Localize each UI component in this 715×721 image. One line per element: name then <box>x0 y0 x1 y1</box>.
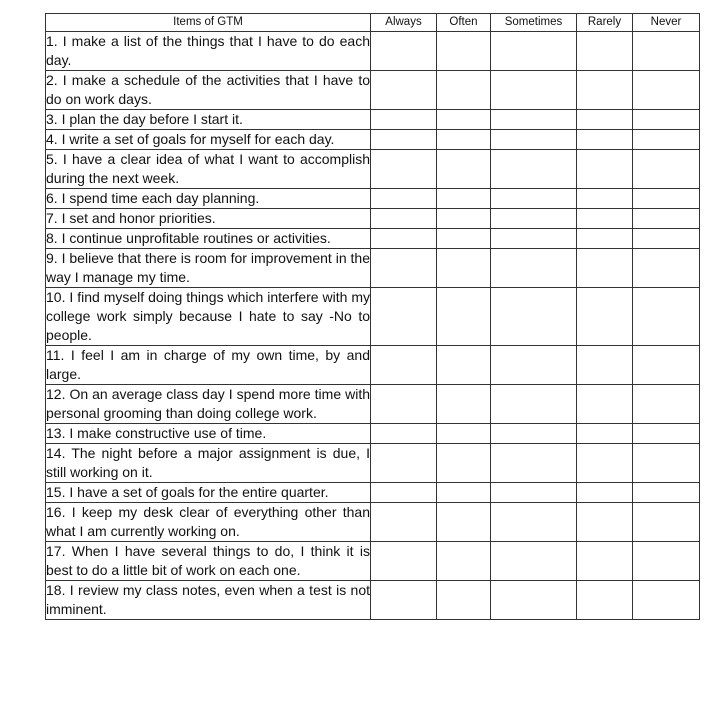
response-cell-always[interactable] <box>371 150 437 189</box>
table-row <box>46 130 700 150</box>
item-text: 10. I find myself doing things which interfere with my college work simply because I hate to say -No to people. <box>46 288 371 346</box>
response-cell-rarely[interactable] <box>577 503 633 542</box>
response-cell-rarely[interactable] <box>577 444 633 483</box>
table-row <box>46 189 700 209</box>
item-text: 4. I write a set of goals for myself for each day. <box>46 130 371 150</box>
response-cell-always[interactable] <box>371 130 437 150</box>
item-text: 17. When I have several things to do, I think it is best to do a little bit of work on each one. <box>46 542 371 581</box>
response-cell-rarely[interactable] <box>577 130 633 150</box>
response-cell-sometimes[interactable] <box>491 346 577 385</box>
response-cell-often[interactable] <box>437 130 491 150</box>
item-text: 18. I review my class notes, even when a test is not imminent. <box>46 581 371 620</box>
table-row <box>46 346 700 385</box>
response-cell-often[interactable] <box>437 229 491 249</box>
response-cell-never[interactable] <box>633 424 700 444</box>
table-row <box>46 288 700 346</box>
response-cell-never[interactable] <box>633 229 700 249</box>
response-cell-sometimes[interactable] <box>491 110 577 130</box>
response-cell-never[interactable] <box>633 249 700 288</box>
table-row <box>46 110 700 130</box>
header-rarely: Rarely <box>577 14 633 32</box>
response-cell-sometimes[interactable] <box>491 581 577 620</box>
response-cell-always[interactable] <box>371 110 437 130</box>
header-row <box>46 14 700 32</box>
response-cell-sometimes[interactable] <box>491 71 577 110</box>
table-row <box>46 424 700 444</box>
response-cell-always[interactable] <box>371 483 437 503</box>
header-sometimes: Sometimes <box>491 14 577 32</box>
response-cell-sometimes[interactable] <box>491 424 577 444</box>
response-cell-often[interactable] <box>437 71 491 110</box>
table-row <box>46 150 700 189</box>
response-cell-sometimes[interactable] <box>491 229 577 249</box>
response-cell-always[interactable] <box>371 542 437 581</box>
response-cell-often[interactable] <box>437 32 491 71</box>
response-cell-never[interactable] <box>633 346 700 385</box>
response-cell-never[interactable] <box>633 130 700 150</box>
response-cell-always[interactable] <box>371 581 437 620</box>
response-cell-never[interactable] <box>633 483 700 503</box>
response-cell-often[interactable] <box>437 110 491 130</box>
response-cell-rarely[interactable] <box>577 209 633 229</box>
response-cell-sometimes[interactable] <box>491 249 577 288</box>
response-cell-rarely[interactable] <box>577 150 633 189</box>
item-text: 9. I believe that there is room for improvement in the way I manage my time. <box>46 249 371 288</box>
response-cell-often[interactable] <box>437 150 491 189</box>
response-cell-never[interactable] <box>633 385 700 424</box>
item-text: 15. I have a set of goals for the entire quarter. <box>46 483 371 503</box>
table-row <box>46 249 700 288</box>
table-row <box>46 71 700 110</box>
response-cell-rarely[interactable] <box>577 542 633 581</box>
response-cell-rarely[interactable] <box>577 71 633 110</box>
response-cell-never[interactable] <box>633 542 700 581</box>
header-items: Items of GTM <box>46 14 371 32</box>
response-cell-always[interactable] <box>371 346 437 385</box>
table-row <box>46 444 700 483</box>
response-cell-rarely[interactable] <box>577 32 633 71</box>
response-cell-sometimes[interactable] <box>491 444 577 483</box>
response-cell-sometimes[interactable] <box>491 483 577 503</box>
table-row <box>46 581 700 620</box>
response-cell-never[interactable] <box>633 503 700 542</box>
response-cell-sometimes[interactable] <box>491 503 577 542</box>
response-cell-often[interactable] <box>437 444 491 483</box>
response-cell-never[interactable] <box>633 150 700 189</box>
response-cell-never[interactable] <box>633 110 700 130</box>
response-cell-rarely[interactable] <box>577 346 633 385</box>
response-cell-rarely[interactable] <box>577 385 633 424</box>
response-cell-always[interactable] <box>371 444 437 483</box>
response-cell-rarely[interactable] <box>577 229 633 249</box>
response-cell-often[interactable] <box>437 581 491 620</box>
item-text: 8. I continue unprofitable routines or activities. <box>46 229 371 249</box>
response-cell-often[interactable] <box>437 249 491 288</box>
response-cell-sometimes[interactable] <box>491 130 577 150</box>
response-cell-often[interactable] <box>437 189 491 209</box>
table-row <box>46 32 700 71</box>
response-cell-always[interactable] <box>371 32 437 71</box>
response-cell-never[interactable] <box>633 581 700 620</box>
table-row <box>46 503 700 542</box>
item-text: 1. I make a list of the things that I have to do each day. <box>46 32 371 71</box>
response-cell-never[interactable] <box>633 71 700 110</box>
response-cell-always[interactable] <box>371 229 437 249</box>
response-cell-often[interactable] <box>437 288 491 346</box>
response-cell-rarely[interactable] <box>577 189 633 209</box>
response-cell-always[interactable] <box>371 249 437 288</box>
table-row <box>46 483 700 503</box>
item-text: 3. I plan the day before I start it. <box>46 110 371 130</box>
response-cell-always[interactable] <box>371 424 437 444</box>
response-cell-rarely[interactable] <box>577 110 633 130</box>
response-cell-never[interactable] <box>633 189 700 209</box>
response-cell-often[interactable] <box>437 542 491 581</box>
response-cell-never[interactable] <box>633 209 700 229</box>
response-cell-never[interactable] <box>633 32 700 71</box>
response-cell-often[interactable] <box>437 346 491 385</box>
item-text: 12. On an average class day I spend more time with personal grooming than doing college work. <box>46 385 371 424</box>
response-cell-never[interactable] <box>633 444 700 483</box>
item-text: 6. I spend time each day planning. <box>46 189 371 209</box>
response-cell-sometimes[interactable] <box>491 385 577 424</box>
response-cell-often[interactable] <box>437 424 491 444</box>
response-cell-always[interactable] <box>371 209 437 229</box>
response-cell-always[interactable] <box>371 189 437 209</box>
response-cell-rarely[interactable] <box>577 424 633 444</box>
response-cell-sometimes[interactable] <box>491 209 577 229</box>
item-text: 13. I make constructive use of time. <box>46 424 371 444</box>
response-cell-often[interactable] <box>437 209 491 229</box>
response-cell-rarely[interactable] <box>577 249 633 288</box>
response-cell-always[interactable] <box>371 71 437 110</box>
header-never: Never <box>633 14 700 32</box>
table-row <box>46 229 700 249</box>
table-row <box>46 385 700 424</box>
response-cell-rarely[interactable] <box>577 483 633 503</box>
item-text: 14. The night before a major assignment is due, I still working on it. <box>46 444 371 483</box>
item-text: 16. I keep my desk clear of everything other than what I am currently working on. <box>46 503 371 542</box>
header-always: Always <box>371 14 437 32</box>
response-cell-often[interactable] <box>437 503 491 542</box>
response-cell-sometimes[interactable] <box>491 32 577 71</box>
gtm-questionnaire-table <box>45 13 700 620</box>
item-text: 2. I make a schedule of the activities that I have to do on work days. <box>46 71 371 110</box>
response-cell-always[interactable] <box>371 288 437 346</box>
header-often: Often <box>437 14 491 32</box>
response-cell-sometimes[interactable] <box>491 288 577 346</box>
response-cell-often[interactable] <box>437 385 491 424</box>
item-text: 5. I have a clear idea of what I want to accomplish during the next week. <box>46 150 371 189</box>
response-cell-sometimes[interactable] <box>491 189 577 209</box>
item-text: 7. I set and honor priorities. <box>46 209 371 229</box>
response-cell-rarely[interactable] <box>577 581 633 620</box>
response-cell-never[interactable] <box>633 288 700 346</box>
response-cell-sometimes[interactable] <box>491 542 577 581</box>
response-cell-often[interactable] <box>437 483 491 503</box>
item-text: 11. I feel I am in charge of my own time, by and large. <box>46 346 371 385</box>
response-cell-always[interactable] <box>371 385 437 424</box>
table-row <box>46 209 700 229</box>
response-cell-rarely[interactable] <box>577 288 633 346</box>
response-cell-sometimes[interactable] <box>491 150 577 189</box>
response-cell-always[interactable] <box>371 503 437 542</box>
table-row <box>46 542 700 581</box>
